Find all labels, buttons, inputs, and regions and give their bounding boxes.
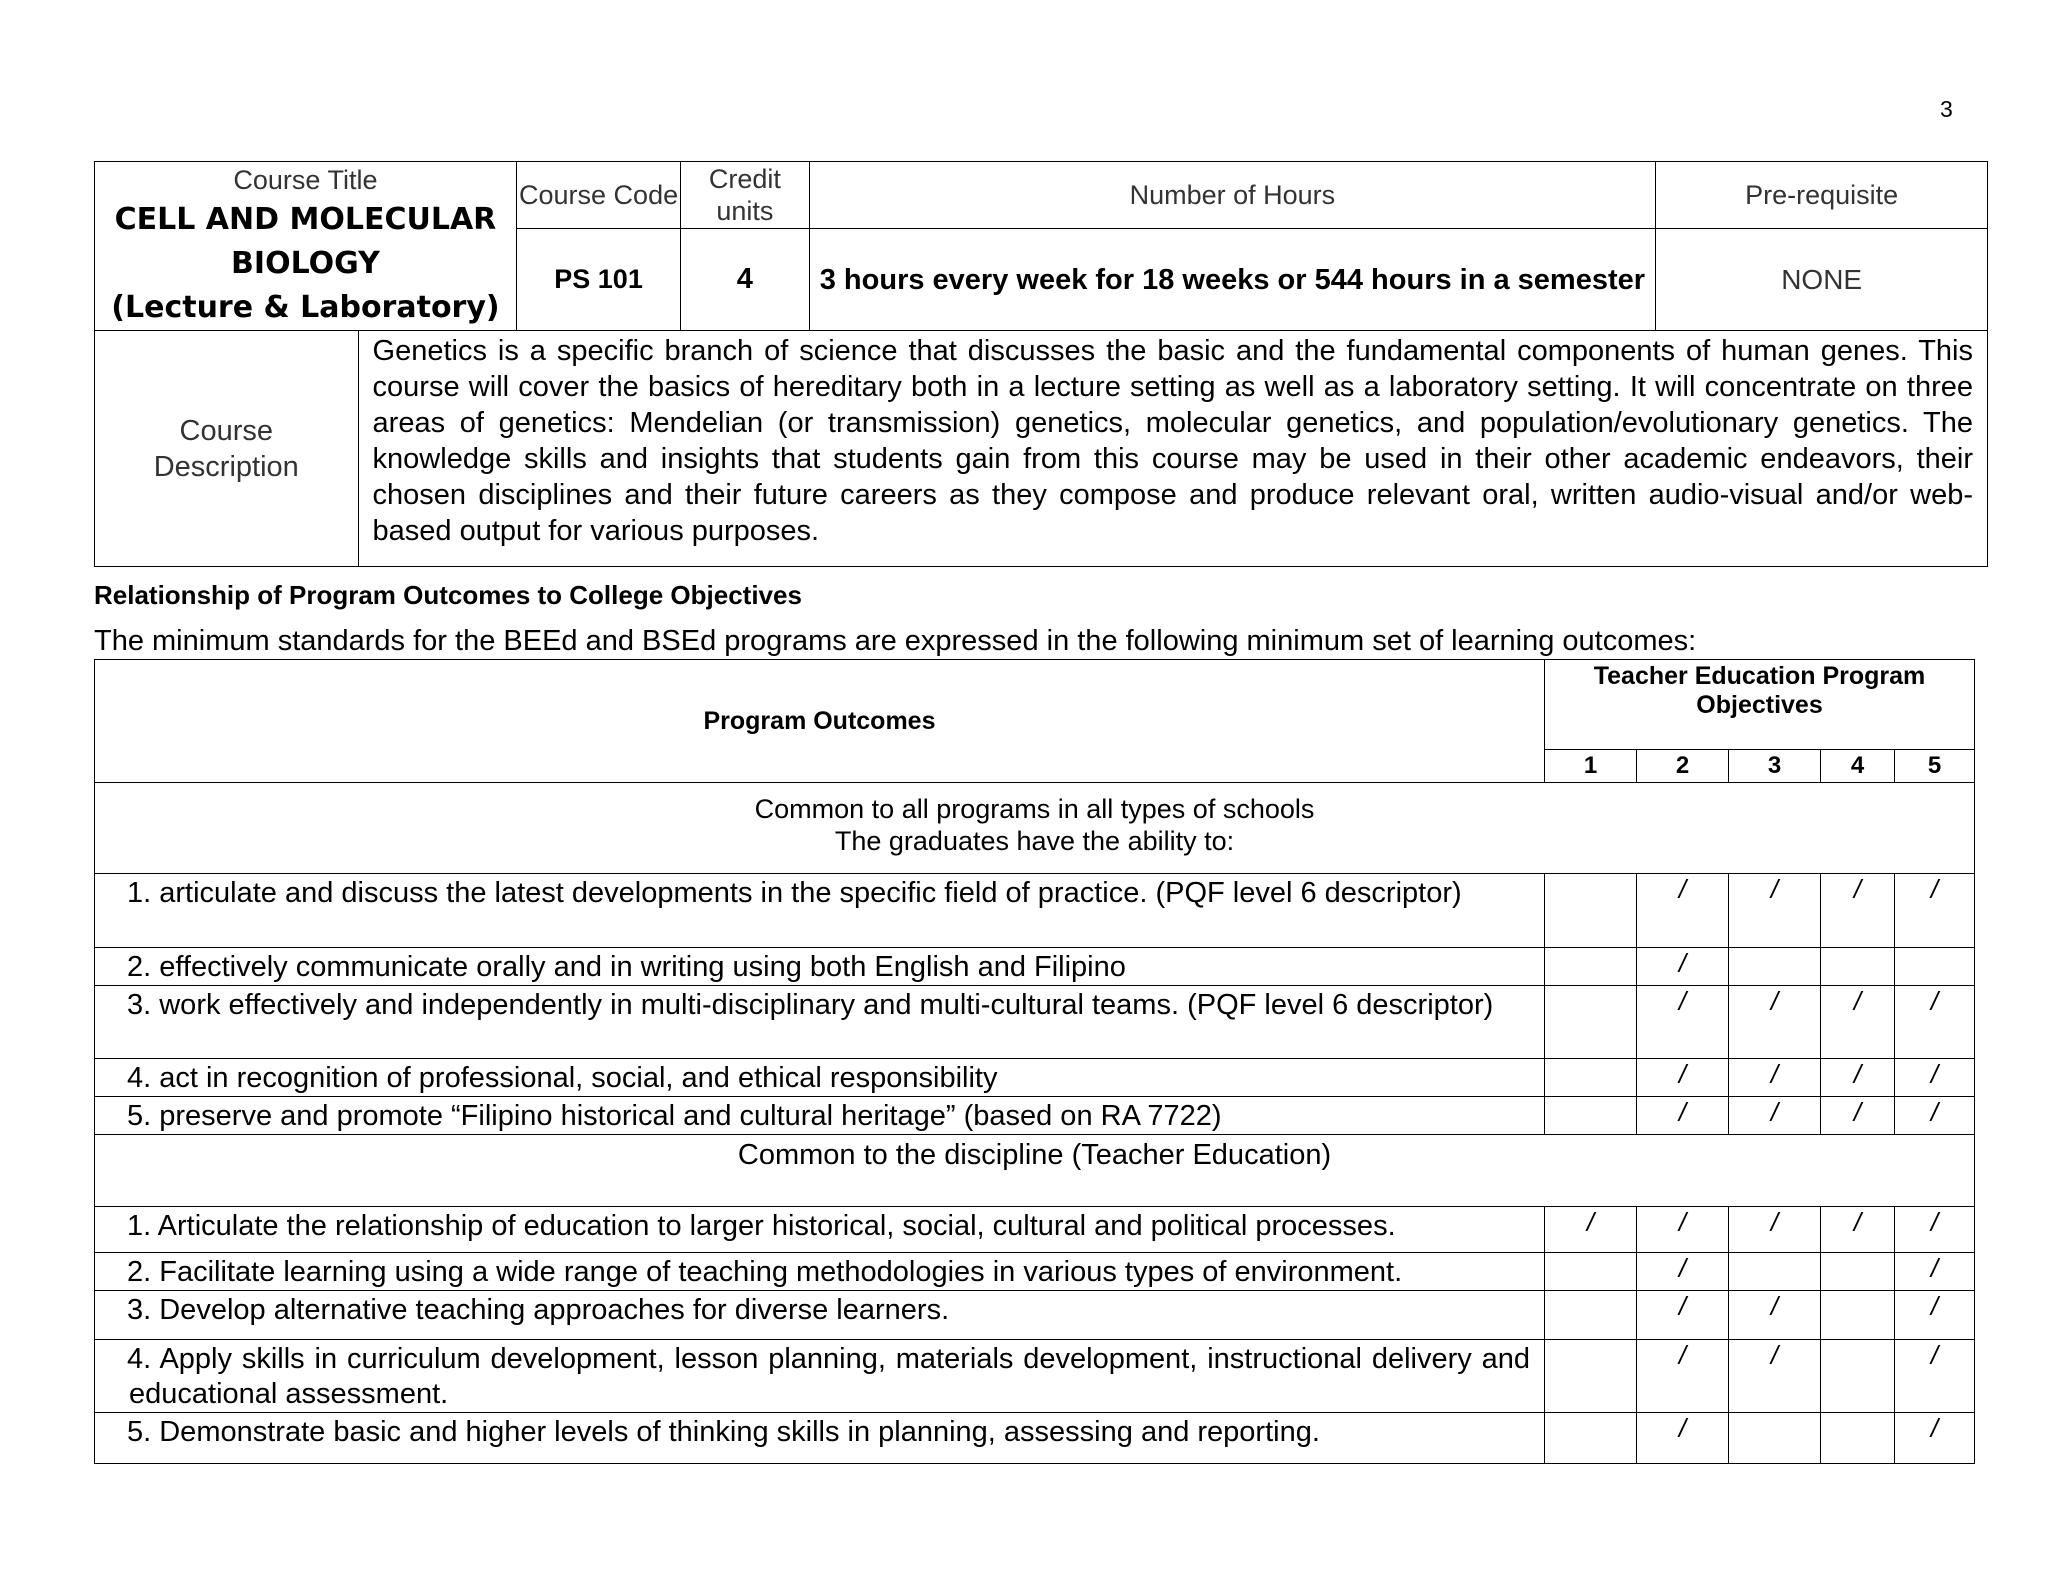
objective-mark (1545, 874, 1637, 948)
objective-mark: / (1729, 986, 1821, 1059)
prerequisite-value: NONE (1656, 229, 1988, 331)
objective-mark: / (1729, 1340, 1821, 1413)
objective-mark: / (1895, 1340, 1975, 1413)
objective-mark (1545, 1291, 1637, 1340)
objective-mark: / (1637, 1207, 1729, 1253)
objective-number: 2 (1637, 750, 1729, 783)
course-title-value: CELL AND MOLECULAR BIOLOGY (Lecture & Laboratory) (111, 202, 500, 325)
section-heading (95, 783, 1975, 874)
credit-units-label: Credit units (681, 162, 809, 229)
course-description-label: Course Description (95, 331, 359, 567)
objective-mark (1545, 1340, 1637, 1413)
objective-mark (1895, 948, 1975, 986)
section-heading-line: The graduates have the ability to: (834, 826, 1235, 856)
objective-mark: / (1895, 986, 1975, 1059)
table-row (95, 1097, 1975, 1135)
course-title-label: Course Title (233, 165, 378, 195)
objective-mark: / (1729, 874, 1821, 948)
objective-mark: / (1821, 1097, 1895, 1135)
objective-mark: / (1729, 1059, 1821, 1097)
objective-mark: / (1637, 948, 1729, 986)
objective-mark: / (1545, 1207, 1637, 1253)
objective-mark: / (1637, 1097, 1729, 1135)
objective-mark (1729, 1413, 1821, 1464)
number-of-hours-label: Number of Hours (809, 162, 1656, 229)
outcome-text: 3. Develop alternative teaching approaches for diverse learners. (95, 1291, 1545, 1340)
objective-mark: / (1637, 1340, 1729, 1413)
table-row (95, 1340, 1975, 1413)
objective-mark (1729, 1253, 1821, 1291)
table-row (95, 1253, 1975, 1291)
table-row (95, 874, 1975, 948)
objective-mark: / (1729, 1291, 1821, 1340)
objective-mark (1545, 1413, 1637, 1464)
objective-mark (1729, 948, 1821, 986)
objective-mark: / (1637, 1291, 1729, 1340)
course-title-cell (95, 162, 517, 331)
section-heading-line: Common to the discipline (Teacher Education) (737, 1139, 1332, 1171)
course-info-table (94, 161, 1988, 567)
objective-mark: / (1637, 986, 1729, 1059)
objective-mark: / (1637, 1253, 1729, 1291)
objective-mark (1821, 948, 1895, 986)
objective-mark: / (1821, 986, 1895, 1059)
objective-mark: / (1895, 1253, 1975, 1291)
objective-mark: / (1637, 874, 1729, 948)
objective-mark (1821, 1340, 1895, 1413)
objective-mark: / (1637, 1059, 1729, 1097)
outcome-text: 2. effectively communicate orally and in writing using both English and Filipino (95, 948, 1545, 986)
outcome-text: 1. articulate and discuss the latest developments in the specific field of practice. (PQF level 6 descriptor) (95, 874, 1545, 948)
objective-mark: / (1821, 1207, 1895, 1253)
objective-mark (1821, 1413, 1895, 1464)
objective-number: 1 (1545, 750, 1637, 783)
objective-mark (1545, 1059, 1637, 1097)
program-outcomes-header: Program Outcomes (95, 660, 1545, 783)
program-outcomes-table (94, 659, 1975, 1464)
outcome-text: 5. preserve and promote “Filipino historical and cultural heritage” (based on RA 7722) (95, 1097, 1545, 1135)
minimum-standards-text: The minimum standards for the BEEd and BSEd programs are expressed in the following minimum set of learning outcomes: (94, 625, 1697, 657)
objective-mark (1545, 986, 1637, 1059)
outcome-text: 3. work effectively and independently in multi-disciplinary and multi-cultural teams. (PQF level 6 descriptor) (95, 986, 1545, 1059)
objective-mark: / (1729, 1207, 1821, 1253)
objective-mark: / (1637, 1413, 1729, 1464)
outcome-text: 1. Articulate the relationship of education to larger historical, social, cultural and political processes. (95, 1207, 1545, 1253)
page-number: 3 (1940, 96, 1953, 122)
objective-mark: / (1821, 1059, 1895, 1097)
number-of-hours-value: 3 hours every week for 18 weeks or 544 hours in a semester (809, 229, 1656, 331)
outcome-text: 2. Facilitate learning using a wide range of teaching methodologies in various types of environment. (95, 1253, 1545, 1291)
objective-mark (1821, 1253, 1895, 1291)
objective-mark: / (1895, 1413, 1975, 1464)
relationship-heading: Relationship of Program Outcomes to College Objectives (94, 580, 802, 610)
objective-mark: / (1821, 874, 1895, 948)
objective-number: 3 (1729, 750, 1821, 783)
outcomes-table-body (95, 660, 1975, 1464)
course-code-label: Course Code (516, 162, 680, 229)
objective-mark: / (1895, 1291, 1975, 1340)
outcome-text: 4. act in recognition of professional, social, and ethical responsibility (95, 1059, 1545, 1097)
objective-mark (1545, 1253, 1637, 1291)
table-row (95, 1291, 1975, 1340)
objective-mark: / (1895, 1059, 1975, 1097)
prerequisite-label: Pre-requisite (1656, 162, 1988, 229)
objective-mark (1821, 1291, 1895, 1340)
outcome-text: 4. Apply skills in curriculum development, lesson planning, materials development, instructional delivery and educational assessment. (95, 1340, 1545, 1413)
objective-number: 4 (1821, 750, 1895, 783)
objective-mark: / (1729, 1097, 1821, 1135)
objectives-header: Teacher Education Program Objectives (1545, 660, 1975, 750)
credit-units-value: 4 (681, 229, 809, 331)
outcome-text: 5. Demonstrate basic and higher levels of thinking skills in planning, assessing and reporting. (95, 1413, 1545, 1464)
course-code-value: PS 101 (516, 229, 680, 331)
table-row (95, 948, 1975, 986)
course-description-text: Genetics is a specific branch of science that discusses the basic and the fundamental components of human genes. This course will cover the basics of hereditary both in a lecture setting as well as a laboratory setting. It will concentrate on three areas of genetics: Mendelian (or transmission) genetics, molecular genetics, and population/evolutionary genetics. The knowledge skills and insights that students gain from this course may be used in their other academic endeavors, their chosen disciplines and their future careers as they compose and produce relevant oral, written audio-visual and/or web-based output for various purposes. (358, 331, 1987, 567)
table-row (95, 986, 1975, 1059)
section-heading (95, 1135, 1975, 1207)
objective-mark: / (1895, 874, 1975, 948)
table-row (95, 1413, 1975, 1464)
objective-mark (1545, 948, 1637, 986)
table-row (95, 1207, 1975, 1253)
section-heading-line: Common to all programs in all types of schools (754, 794, 1315, 824)
objective-mark: / (1895, 1097, 1975, 1135)
objective-number: 5 (1895, 750, 1975, 783)
objective-mark: / (1895, 1207, 1975, 1253)
table-row (95, 1059, 1975, 1097)
objective-mark (1545, 1097, 1637, 1135)
